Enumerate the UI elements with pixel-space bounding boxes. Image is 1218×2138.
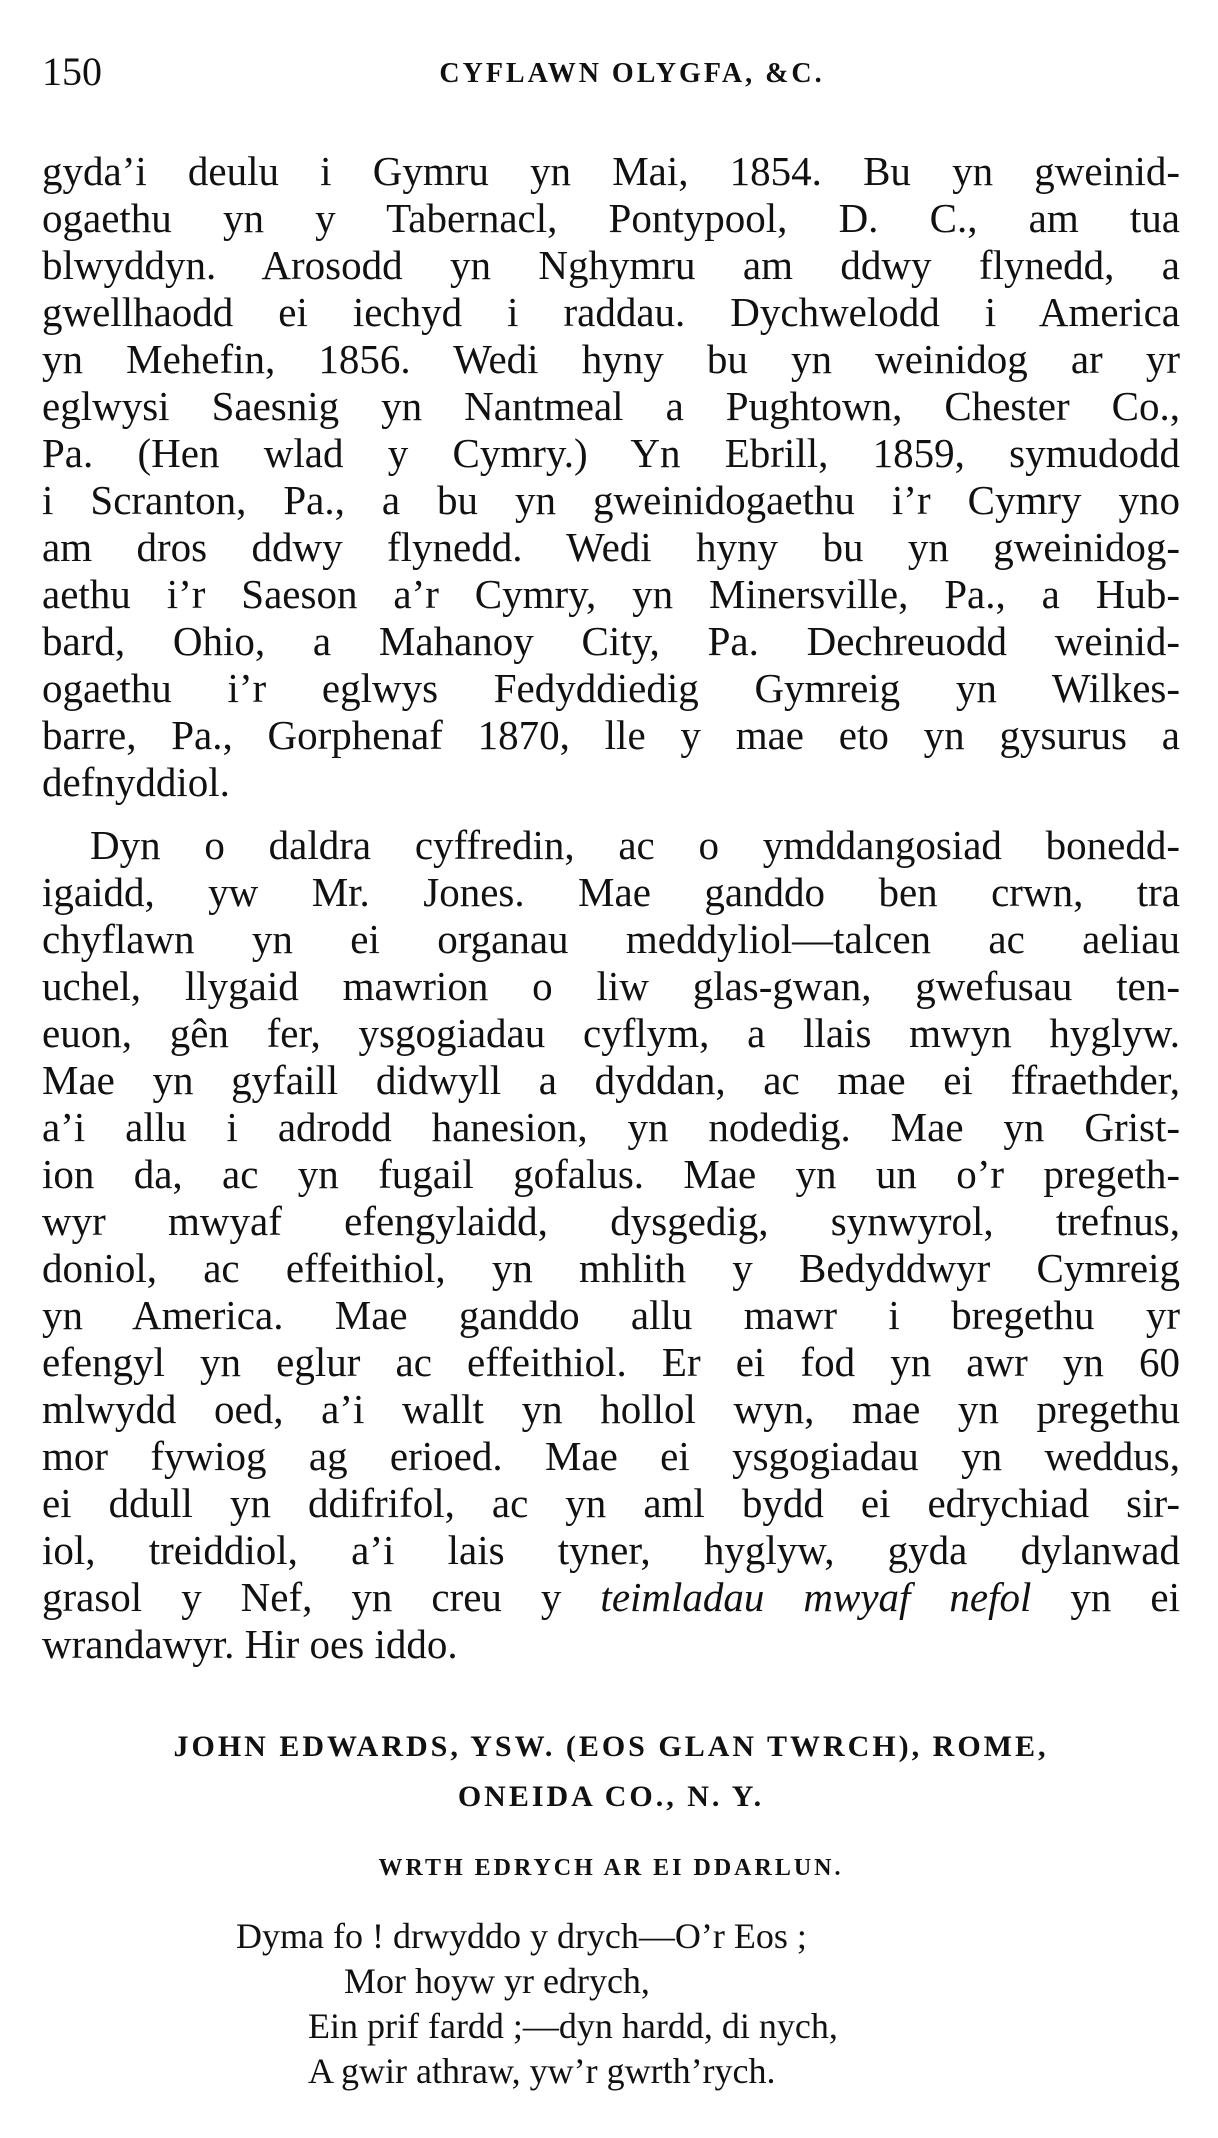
text-line: wrandawyr. Hir oes iddo. (42, 1621, 458, 1667)
section-heading (42, 1722, 1180, 1822)
text-line: efengyl yn eglur ac effeithiol. Er ei fod yn awr yn 60 (42, 1339, 1180, 1385)
section-heading-line: JOHN EDWARDS, YSW. (EOS GLAN TWRCH), ROME, (173, 1730, 1049, 1763)
text-line: Dyn o daldra cyffredin, ac o ymddangosiad bonedd- (90, 822, 1180, 868)
text-line: ion da, ac yn fugail gofalus. Mae yn un o’r pregeth- (42, 1151, 1180, 1197)
text-line: gwellhaodd ei iechyd i raddau. Dychwelodd i America (42, 289, 1180, 335)
poem-line: Mor hoyw yr edrych, (344, 1961, 650, 2001)
text-line: wyr mwyaf efengylaidd, dysgedig, synwyrol, trefnus, (42, 1198, 1180, 1244)
text-line: doniol, ac effeithiol, yn mhlith y Bedyddwyr Cymreig (42, 1245, 1180, 1291)
text-line: chyflawn yn ei organau meddyliol—talcen ac aeliau (42, 916, 1180, 962)
text-line: aethu i’r Saeson a’r Cymry, yn Minersville, Pa., a Hub- (42, 571, 1180, 617)
text-line (42, 1574, 1180, 1621)
page-number: 150 (42, 49, 102, 94)
text-line: iol, treiddiol, a’i lais tyner, hyglyw, gyda dylanwad (42, 1527, 1180, 1573)
text-line: defnyddiol. (42, 759, 230, 805)
text-line: barre, Pa., Gorphenaf 1870, lle y mae eto yn gysurus a (42, 712, 1180, 758)
text-line: a’i allu i adrodd hanesion, yn nodedig. Mae yn Grist- (42, 1104, 1180, 1150)
poem (236, 1914, 1036, 2094)
poem-line: Ein prif fardd ;—dyn hardd, di nych, (308, 2006, 838, 2046)
running-head (42, 44, 1182, 104)
text-line: Pa. (Hen wlad y Cymry.) Yn Ebrill, 1859, symudodd (42, 430, 1180, 476)
text-line: eglwysi Saesnig yn Nantmeal a Pughtown, Chester Co., (42, 383, 1180, 429)
text-line: mor fywiog ag erioed. Mae ei ysgogiadau yn weddus, (42, 1433, 1180, 1479)
text-line: gyda’i deulu i Gymru yn Mai, 1854. Bu yn gweinid- (42, 148, 1180, 194)
text-line: mlwydd oed, a’i wallt yn hollol wyn, mae yn pregethu (42, 1386, 1180, 1432)
text-line: yn Mehefin, 1856. Wedi hyny bu yn weinidog ar yr (42, 336, 1180, 382)
poem-line: Dyma fo ! drwyddo y drych—O’r Eos ; (236, 1916, 807, 1956)
text-line: Mae yn gyfaill didwyll a dyddan, ac mae ei ffraethder, (42, 1057, 1180, 1103)
text-line: igaidd, yw Mr. Jones. Mae ganddo ben crwn, tra (42, 869, 1180, 915)
text-line: ogaethu yn y Tabernacl, Pontypool, D. C., am tua (42, 195, 1180, 241)
text-run: grasol y Nef, yn creu y (42, 1574, 601, 1620)
paragraph-1 (42, 148, 1180, 806)
text-line: blwyddyn. Arosodd yn Nghymru am ddwy flynedd, a (42, 242, 1180, 288)
running-title: CYFLAWN OLYGFA, &C. (439, 58, 825, 89)
text-line: bard, Ohio, a Mahanoy City, Pa. Dechreuodd weinid- (42, 618, 1180, 664)
text-line: euon, gên fer, ysgogiadau cyflym, a llais mwyn hyglyw. (42, 1010, 1180, 1056)
text-line: ei ddull yn ddifrifol, ac yn aml bydd ei edrychiad sir- (42, 1480, 1180, 1526)
text-line: i Scranton, Pa., a bu yn gweinidogaethu i’r Cymry yno (42, 477, 1180, 523)
section-heading-line: ONEIDA CO., N. Y. (457, 1780, 765, 1813)
poem-title: WRTH EDRYCH AR EI DDARLUN. (378, 1855, 844, 1881)
text-line: am dros ddwy flynedd. Wedi hyny bu yn gweinidog- (42, 524, 1180, 570)
text-line: uchel, llygaid mawrion o liw glas-gwan, gwefusau ten- (42, 963, 1180, 1009)
text-line: yn America. Mae ganddo allu mawr i bregethu yr (42, 1292, 1180, 1338)
italic-phrase: teimladau mwyaf nefol (600, 1574, 1032, 1620)
paragraph-2 (42, 822, 1180, 1668)
body-text (42, 148, 1180, 1668)
text-run: yn ei (1031, 1574, 1180, 1620)
text-line: ogaethu i’r eglwys Fedyddiedig Gymreig yn Wilkes- (42, 665, 1180, 711)
poem-line: A gwir athraw, yw’r gwrth’rych. (308, 2051, 776, 2091)
